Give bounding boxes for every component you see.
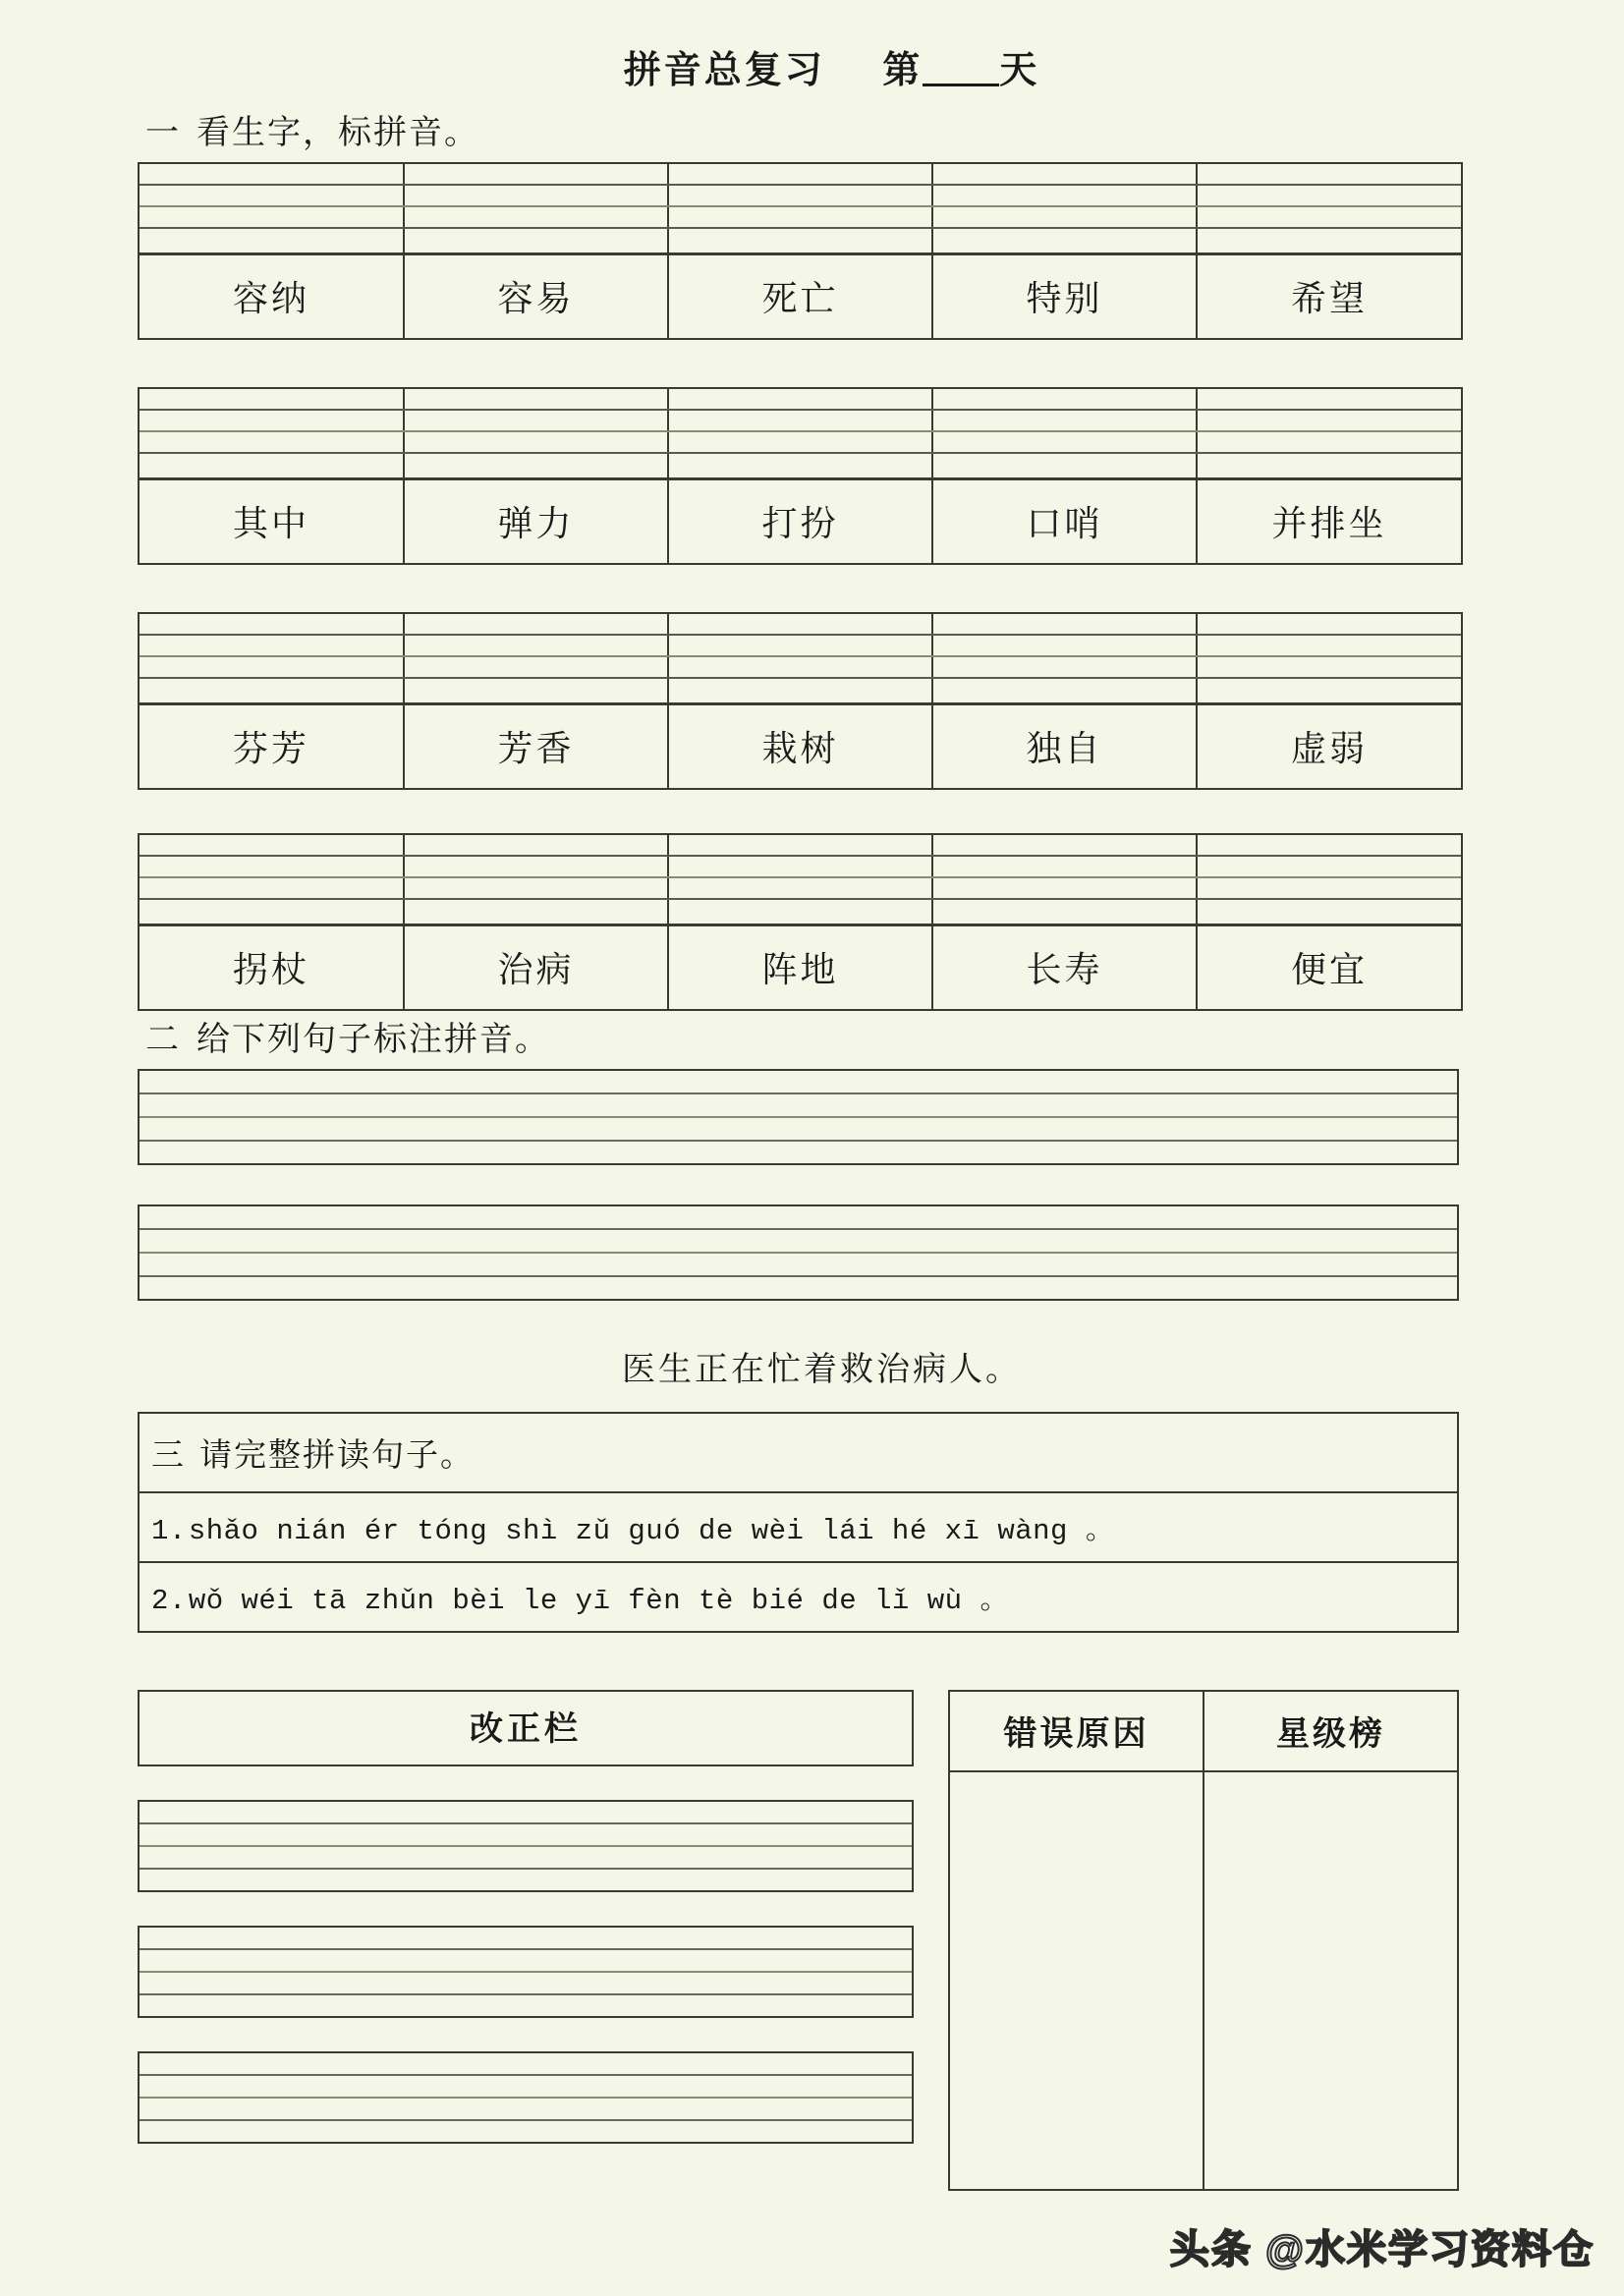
writing-line[interactable] — [140, 1802, 912, 1824]
writing-line[interactable] — [140, 1870, 912, 1890]
pinyin-grid-row[interactable] — [140, 185, 1461, 206]
correction-lines-block-2[interactable] — [138, 1926, 914, 2018]
word-cell: 阵地 — [668, 924, 932, 1009]
pinyin-grid-row[interactable] — [140, 453, 1461, 479]
writing-line[interactable] — [140, 1928, 912, 1950]
pinyin-sentence-row-2 — [140, 1563, 1457, 1633]
pinyin-grid-row[interactable] — [140, 656, 1461, 678]
pinyin-sentence-text: shǎo nián ér tóng shì zǔ guó de wèi lái hé xī wàng 。 — [188, 1514, 1115, 1547]
writing-line[interactable] — [140, 1847, 912, 1870]
pinyin-grid-row[interactable] — [140, 835, 1461, 856]
target-sentence: 医生正在忙着救治病人。 — [622, 1351, 1022, 1388]
section-1-number: 一 — [145, 114, 181, 151]
word-row — [140, 924, 1461, 1009]
watermark: 头条 @水米学习资料仓 — [1169, 2228, 1595, 2271]
writing-line[interactable] — [140, 1230, 1457, 1254]
pinyin-grid-row[interactable] — [140, 228, 1461, 254]
word-cell: 治病 — [404, 924, 668, 1009]
pinyin-grid-row[interactable] — [140, 389, 1461, 410]
word-cell: 便宜 — [1197, 924, 1461, 1009]
score-table-body-row[interactable] — [950, 1771, 1457, 2189]
pinyin-sentence-index: 2. — [151, 1584, 187, 1617]
section-1-heading — [145, 114, 1624, 152]
pinyin-grid-row[interactable] — [140, 899, 1461, 925]
section-2-heading — [145, 1021, 1624, 1059]
pinyin-sentence-row-1 — [140, 1493, 1457, 1563]
word-row — [140, 478, 1461, 563]
writing-line[interactable] — [140, 1118, 1457, 1142]
word-cell: 其中 — [140, 478, 404, 563]
day-blank-field[interactable] — [923, 84, 999, 86]
word-cell: 芳香 — [404, 703, 668, 788]
section-2-heading-text: 给下列句子标注拼音。 — [196, 1021, 550, 1058]
correction-lines-block-1[interactable] — [138, 1800, 914, 1892]
word-block-3 — [138, 612, 1463, 790]
section-3-box — [138, 1412, 1459, 1633]
correction-title: 改正栏 — [138, 1690, 914, 1766]
writing-line[interactable] — [140, 1206, 1457, 1230]
word-row — [140, 253, 1461, 338]
writing-line[interactable] — [140, 2076, 912, 2099]
pinyin-grid-row[interactable] — [140, 206, 1461, 228]
pinyin-grid-row[interactable] — [140, 635, 1461, 656]
star-rank-title: 星级榜 — [1204, 1692, 1457, 1771]
pinyin-answer-block-1[interactable] — [138, 1069, 1459, 1165]
word-cell: 长寿 — [932, 924, 1197, 1009]
section-1-heading-text: 看生字，标拼音。 — [196, 114, 479, 151]
writing-line[interactable] — [140, 1950, 912, 1973]
writing-line[interactable] — [140, 2053, 912, 2076]
section-3-heading-text: 请完整拼读句子。 — [199, 1437, 475, 1474]
day-label-prefix: 第 — [882, 50, 924, 91]
section-3-heading — [140, 1414, 1457, 1493]
word-cell: 栽树 — [668, 703, 932, 788]
star-rank-cell[interactable] — [1204, 1771, 1457, 2189]
word-cell: 口哨 — [932, 478, 1197, 563]
word-cell: 芬芳 — [140, 703, 404, 788]
word-cell: 希望 — [1197, 253, 1461, 338]
pinyin-grid-row[interactable] — [140, 431, 1461, 453]
pinyin-sentence-text: wǒ wéi tā zhǔn bèi le yī fèn tè bié de lǐ wù 。 — [188, 1584, 1009, 1617]
writing-line[interactable] — [140, 2099, 912, 2121]
pinyin-grid-row[interactable] — [140, 678, 1461, 704]
pinyin-grid-row[interactable] — [140, 877, 1461, 899]
word-cell: 虚弱 — [1197, 703, 1461, 788]
word-cell: 容易 — [404, 253, 668, 338]
section-2-number: 二 — [145, 1021, 181, 1058]
pinyin-grid-row[interactable] — [140, 164, 1461, 185]
page-title — [0, 0, 1624, 92]
writing-line[interactable] — [140, 1995, 912, 2016]
word-cell: 拐杖 — [140, 924, 404, 1009]
score-table-header-row — [950, 1692, 1457, 1771]
bottom-area — [138, 1690, 1459, 2201]
pinyin-grid-row[interactable] — [140, 856, 1461, 877]
writing-line[interactable] — [140, 1071, 1457, 1094]
writing-line[interactable] — [140, 1824, 912, 1847]
word-cell: 容纳 — [140, 253, 404, 338]
word-block-4 — [138, 833, 1463, 1011]
day-label-suffix: 天 — [999, 50, 1040, 91]
pinyin-grid-row[interactable] — [140, 614, 1461, 635]
writing-line[interactable] — [140, 1142, 1457, 1163]
pinyin-sentence-index: 1. — [151, 1514, 187, 1547]
pinyin-answer-block-2[interactable] — [138, 1204, 1459, 1301]
word-cell: 并排坐 — [1197, 478, 1461, 563]
writing-line[interactable] — [140, 1277, 1457, 1299]
pinyin-sentence-1 — [151, 1515, 1114, 1547]
correction-lines-block-3[interactable] — [138, 2051, 914, 2144]
score-table — [948, 1690, 1459, 2191]
error-reason-cell[interactable] — [950, 1771, 1204, 2189]
word-block-1 — [138, 162, 1463, 340]
section-3-number: 三 — [151, 1437, 186, 1474]
word-cell: 死亡 — [668, 253, 932, 338]
error-reason-title: 错误原因 — [950, 1692, 1204, 1771]
writing-line[interactable] — [140, 1094, 1457, 1118]
word-block-2 — [138, 387, 1463, 565]
pinyin-grid-row[interactable] — [140, 410, 1461, 431]
correction-column — [138, 1690, 914, 2144]
page-title-text: 拼音总复习 — [623, 50, 825, 91]
word-cell: 打扮 — [668, 478, 932, 563]
word-row — [140, 703, 1461, 788]
writing-line[interactable] — [140, 1254, 1457, 1277]
word-cell: 独自 — [932, 703, 1197, 788]
word-cell: 弹力 — [404, 478, 668, 563]
word-cell: 特别 — [932, 253, 1197, 338]
writing-line[interactable] — [140, 1973, 912, 1995]
pinyin-sentence-2 — [151, 1585, 1009, 1617]
writing-line[interactable] — [140, 2121, 912, 2142]
